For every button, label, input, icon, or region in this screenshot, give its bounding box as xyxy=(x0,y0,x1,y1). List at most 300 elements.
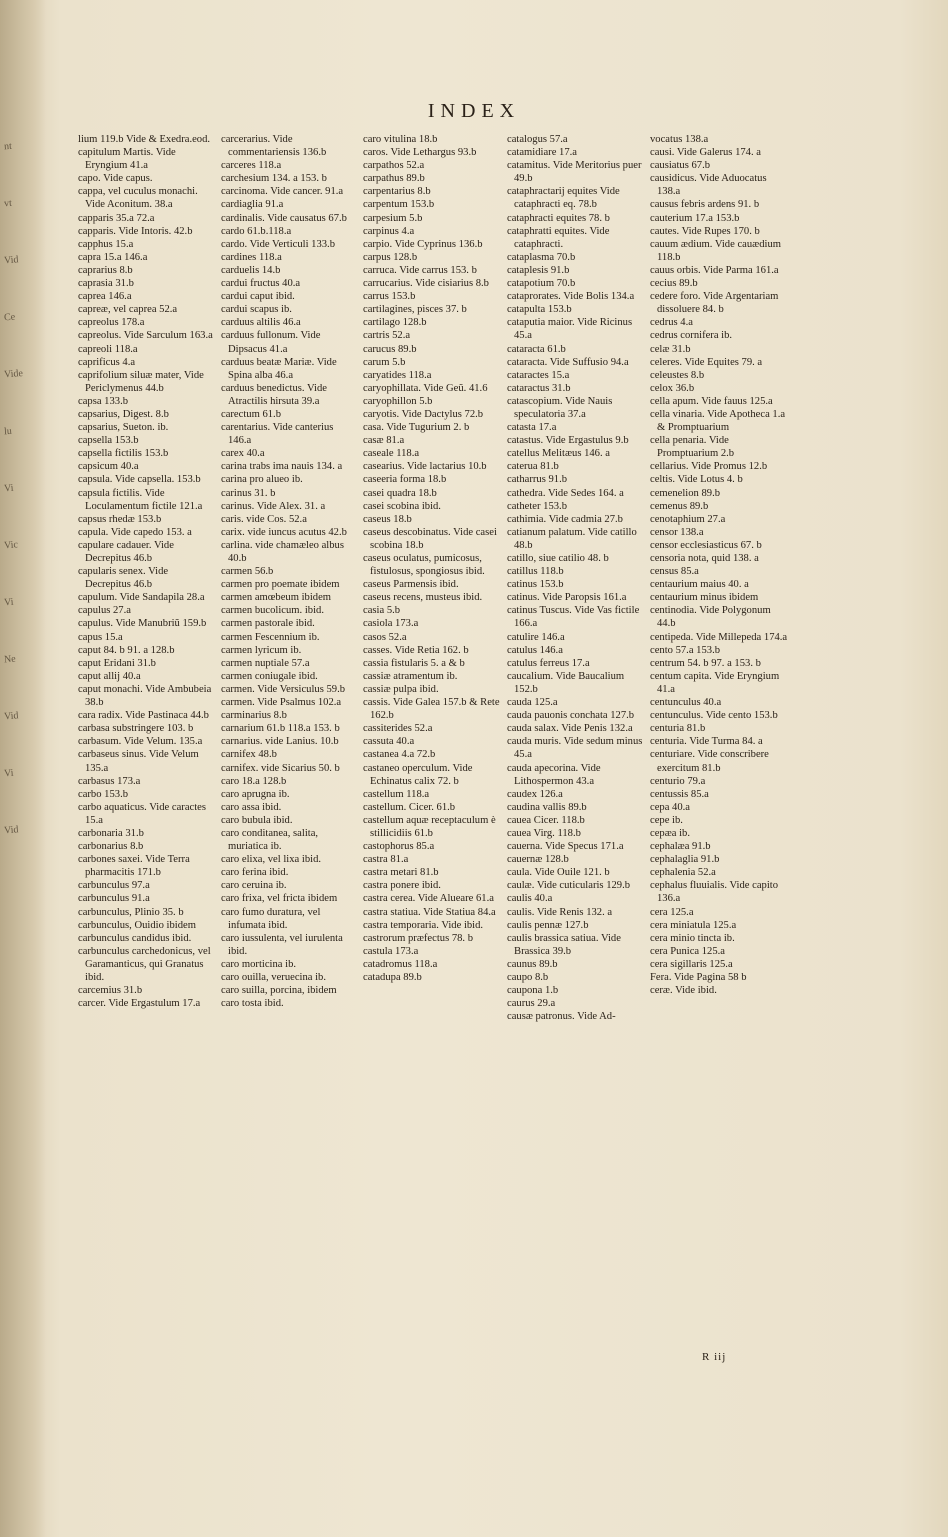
index-entry: caryatides 118.a xyxy=(363,369,432,381)
left-gutter xyxy=(0,0,46,1537)
index-entry: cemenelion 89.b xyxy=(650,487,721,499)
index-entry: capsella 153.b xyxy=(78,435,139,447)
index-entry: capparis 35.a 72.a xyxy=(78,212,155,224)
index-entry: caurus 29.a xyxy=(507,998,556,1010)
index-entry: carrucarius. Vide cisiarius 8.b xyxy=(363,278,489,290)
index-entry: carum 5.b xyxy=(363,356,406,368)
index-entry: cauea Cicer. 118.b xyxy=(507,814,585,826)
index-entry: carnifex 48.b xyxy=(221,749,277,761)
index-entry: capra 15.a 146.a xyxy=(78,251,148,263)
index-entry: cedrus cornifera ib. xyxy=(650,330,733,342)
gutter-mark: Ne xyxy=(3,653,17,666)
index-entry: cataputia maior. Vide Ricinus 45.a xyxy=(507,317,633,342)
index-entry: celox 36.b xyxy=(650,382,695,394)
index-entry: cedere foro. Vide Argentariam dissoluere 84. b xyxy=(650,291,779,316)
index-entry: catulus ferreus 17.a xyxy=(507,657,590,669)
index-entry: census 85.a xyxy=(650,566,699,578)
index-entry: causæ patronus. Vide Ad- xyxy=(507,1011,616,1023)
index-entry: cephalus fluuialis. Vide capito 136.a xyxy=(650,880,779,905)
index-entry: caro vitulina 18.b xyxy=(363,134,438,145)
index-entry: capsicum 40.a xyxy=(78,461,139,473)
index-entry: cartilagines, pisces 37. b xyxy=(363,304,467,316)
index-entry: carpio. Vide Cyprinus 136.b xyxy=(363,238,483,250)
index-entry: caprarius 8.b xyxy=(78,264,133,276)
index-entry: caulæ. Vide cuticularis 129.b xyxy=(507,880,631,892)
index-entry: carectum 61.b xyxy=(221,408,282,420)
index-entry: vocatus 138.a xyxy=(650,134,709,145)
index-entry: centum capita. Vide Eryngium 41.a xyxy=(650,670,780,695)
index-entry: cappa, vel cuculus monachi. Vide Aconitum. 38.a xyxy=(78,186,198,211)
gutter-mark: Vid xyxy=(3,824,19,837)
index-entry: carbunculus, Ouidio ibidem xyxy=(78,919,196,931)
index-entry: cataplasma 70.b xyxy=(507,251,576,263)
index-entry: cauterium 17.a 153.b xyxy=(650,212,740,224)
index-entry: caput Eridani 31.b xyxy=(78,657,156,669)
index-entry: carinus 31. b xyxy=(221,487,276,499)
gutter-mark: Vi xyxy=(3,767,14,780)
index-entry: capulus. Vide Manubriũ 159.b xyxy=(78,618,207,630)
index-column-2 xyxy=(221,133,359,1010)
index-entry: carmen coniugale ibid. xyxy=(221,670,318,682)
index-entry: cara radix. Vide Pastinaca 44.b xyxy=(78,710,209,722)
index-entry: caprea 146.a xyxy=(78,291,132,303)
index-entry: cassia fistularis 5. a & b xyxy=(363,657,465,669)
index-column-4 xyxy=(507,133,645,1023)
index-entry: carduus beatæ Mariæ. Vide Spina alba 46.a xyxy=(221,356,337,381)
index-entry: causi. Vide Galerus 174. a xyxy=(650,147,761,159)
gutter-mark: Vid xyxy=(3,254,19,267)
index-entry: caro tosta ibid. xyxy=(221,998,284,1010)
index-entry: catamidiare 17.a xyxy=(507,147,577,159)
index-entry: cardui fructus 40.a xyxy=(221,278,301,290)
index-entry: caudex 126.a xyxy=(507,788,563,800)
index-entry: carduus altilis 46.a xyxy=(221,317,301,329)
index-entry: caula. Vide Ouile 121. b xyxy=(507,867,610,879)
index-entry: cathimia. Vide cadmia 27.b xyxy=(507,513,623,525)
index-entry: cepæa ib. xyxy=(650,827,691,839)
index-entry: cataphratti equites. Vide cataphracti. xyxy=(507,225,610,250)
index-entry: carix. vide iuncus acutus 42.b xyxy=(221,526,347,538)
index-entry: cemenus 89.b xyxy=(650,500,709,512)
index-entry: causus febris ardens 91. b xyxy=(650,199,760,211)
index-entry: capula. Vide capedo 153. a xyxy=(78,526,192,538)
index-entry: capsarius, Sueton. ib. xyxy=(78,422,169,434)
index-entry: carbasus 173.a xyxy=(78,775,141,787)
index-entry: caro 18.a 128.b xyxy=(221,775,287,787)
index-entry: cauerna. Vide Specus 171.a xyxy=(507,841,624,853)
index-entry: cepe ib. xyxy=(650,814,683,826)
index-entry: carpathus 89.b xyxy=(363,173,425,185)
index-entry: caseeria forma 18.b xyxy=(363,474,447,486)
index-entry: carpinus 4.a xyxy=(363,225,415,237)
index-entry: caupo 8.b xyxy=(507,972,549,983)
index-entry: capsus rhedæ 153.b xyxy=(78,513,162,525)
index-entry: carnarium 61.b 118.a 153. b xyxy=(221,723,340,735)
gutter-mark: vt xyxy=(3,197,13,210)
index-entry: carlina. vide chamæleo albus 40.b xyxy=(221,539,344,564)
index-entry: catinus. Vide Paropsis 161.a xyxy=(507,592,627,604)
index-entry: caprificus 4.a xyxy=(78,356,136,368)
index-entry: capsella fictilis 153.b xyxy=(78,448,169,460)
index-column-5 xyxy=(650,133,788,997)
index-entry: carbunculus 97.a xyxy=(78,880,150,892)
index-entry: carbo 153.b xyxy=(78,788,129,800)
index-entry: carcerarius. Vide commentariensis 136.b xyxy=(221,134,327,159)
index-entry: carduelis 14.b xyxy=(221,264,281,276)
index-entry: capparis. Vide Intoris. 42.b xyxy=(78,225,193,237)
index-entry: cautes. Vide Rupes 170. b xyxy=(650,225,760,237)
index-entry: cardui scapus ib. xyxy=(221,304,292,316)
index-entry: celæ 31.b xyxy=(650,343,691,355)
index-entry: ceræ. Vide ibid. xyxy=(650,985,717,997)
index-entry: capreolus. Vide Sarculum 163.a xyxy=(78,330,213,342)
index-entry: caulis brassica satiua. Vide Brassica 39.b xyxy=(507,932,621,957)
index-entry: castula 173.a xyxy=(363,945,419,957)
index-entry: centaurium maius 40. a xyxy=(650,579,749,591)
index-entry: caro iussulenta, vel iurulenta ibid. xyxy=(221,932,343,957)
index-entry: capulare cadauer. Vide Decrepitus 46.b xyxy=(78,539,174,564)
index-entry: castrorum præfectus 78. b xyxy=(363,932,474,944)
index-entry: catasta 17.a xyxy=(507,422,557,434)
index-entry: cataracta. Vide Suffusio 94.a xyxy=(507,356,629,368)
index-entry: carina pro alueo ib. xyxy=(221,474,303,486)
index-entry: carbasa substringere 103. b xyxy=(78,723,194,735)
index-entry: carmen 56.b xyxy=(221,566,274,578)
index-entry: cassuta 40.a xyxy=(363,736,415,748)
index-entry: castophorus 85.a xyxy=(363,841,435,853)
index-entry: capus 15.a xyxy=(78,631,123,643)
signature-mark: R iij xyxy=(702,1351,727,1363)
gutter-mark: Vid xyxy=(3,710,19,723)
index-entry: casei scobina ibid. xyxy=(363,500,441,512)
index-entry: capitulum Martis. Vide Eryngium 41.a xyxy=(78,147,176,172)
index-entry: capreæ, vel caprea 52.a xyxy=(78,304,178,316)
index-entry: caro frixa, vel fricta ibidem xyxy=(221,893,338,905)
index-entry: capphus 15.a xyxy=(78,238,134,250)
index-entry: catalogus 57.a xyxy=(507,134,568,145)
index-entry: centussis 85.a xyxy=(650,788,709,800)
index-entry: caprifolium siluæ mater, Vide Periclymenus 44.b xyxy=(78,369,204,394)
index-entry: cauda 125.a xyxy=(507,697,558,709)
index-entry: capo. Vide capus. xyxy=(78,173,153,185)
index-entry: catillus 118.b xyxy=(507,566,564,578)
index-entry: catheter 153.b xyxy=(507,500,568,512)
index-entry: caudina vallis 89.b xyxy=(507,801,587,813)
index-entry: cella penaria. Vide Promptuarium 2.b xyxy=(650,435,735,460)
index-entry: casia 5.b xyxy=(363,605,401,617)
index-entry: caryophillon 5.b xyxy=(363,395,433,407)
index-entry: carceres 118.a xyxy=(221,160,282,172)
gutter-mark: lu xyxy=(3,425,13,438)
index-entry: castellum. Cicer. 61.b xyxy=(363,801,456,813)
index-entry: casei quadra 18.b xyxy=(363,487,437,499)
index-entry: carduus benedictus. Vide Atractilis hirsuta 39.a xyxy=(221,382,327,407)
index-entry: centuria. Vide Turma 84. a xyxy=(650,736,763,748)
index-entry: caryophillata. Vide Geũ. 41.6 xyxy=(363,382,488,394)
gutter-mark: Vic xyxy=(3,539,19,552)
index-entry: cepa 40.a xyxy=(650,801,690,813)
index-entry: capsa 133.b xyxy=(78,395,129,407)
index-entry: casiola 173.a xyxy=(363,618,419,630)
index-entry: castaneo operculum. Vide Echinatus calix 72. b xyxy=(363,762,473,787)
index-entry: cauea Virg. 118.b xyxy=(507,827,581,839)
index-entry: carbunculus carchedonicus, vel Garamanticus, qui Granatus ibid. xyxy=(78,945,211,983)
index-entry: caros. Vide Lethargus 93.b xyxy=(363,147,477,159)
index-entry: cera 125.a xyxy=(650,906,694,918)
gutter-mark: Vide xyxy=(3,368,24,381)
index-entry: cauda apecorina. Vide Lithospermon 43.a xyxy=(507,762,601,787)
index-entry: caseale 118.a xyxy=(363,448,420,460)
index-entry: carruca. Vide carrus 153. b xyxy=(363,264,477,276)
index-entry: catamitus. Vide Meritorius puer 49.b xyxy=(507,160,642,185)
index-entry: carbones saxei. Vide Terra pharmacitis 171.b xyxy=(78,854,190,879)
gutter-mark: Vi xyxy=(3,596,14,609)
index-entry: capsula. Vide capsella. 153.b xyxy=(78,474,201,486)
gutter-mark: Vi xyxy=(3,482,14,495)
index-entry: caseus oculatus, pumicosus, fistulosus, spongiosus ibid. xyxy=(363,553,485,578)
index-entry: centuria 81.b xyxy=(650,723,706,735)
index-entry: capulum. Vide Sandapila 28.a xyxy=(78,592,205,604)
index-entry: casa. Vide Tugurium 2. b xyxy=(363,422,470,434)
index-entry: caro fumo duratura, vel infumata ibid. xyxy=(221,906,321,931)
index-entry: caprasia 31.b xyxy=(78,278,134,290)
index-entry: catulire 146.a xyxy=(507,631,565,643)
index-entry: carbunculus candidus ibid. xyxy=(78,932,192,944)
index-entry: casses. Vide Retia 162. b xyxy=(363,644,469,656)
index-entry: cardines 118.a xyxy=(221,251,282,263)
index-entry: cera Punica 125.a xyxy=(650,945,726,957)
index-entry: carmen bucolicum. ibid. xyxy=(221,605,324,617)
index-entry: caro aprugna ib. xyxy=(221,788,290,800)
index-entry: cenotaphium 27.a xyxy=(650,513,726,525)
index-entry: carinus. Vide Alex. 31. a xyxy=(221,500,326,512)
index-entry: capreolus 178.a xyxy=(78,317,145,329)
index-entry: caro ouilla, veruecina ib. xyxy=(221,972,327,983)
index-entry: caput allij 40.a xyxy=(78,670,141,682)
index-entry: carmen pastorale ibid. xyxy=(221,618,315,630)
index-entry: cataphractarij equites Vide cataphracti eq. 78.b xyxy=(507,186,620,211)
index-entry: caulis pennæ 127.b xyxy=(507,919,589,931)
index-entry: carnarius. vide Lanius. 10.b xyxy=(221,736,339,748)
index-entry: casearius. Vide lactarius 10.b xyxy=(363,461,487,473)
index-entry: carucus 89.b xyxy=(363,343,417,355)
index-entry: catapulta 153.b xyxy=(507,304,572,316)
index-entry: centipeda. Vide Millepeda 174.a xyxy=(650,631,788,643)
index-entry: cataplesis 91.b xyxy=(507,264,570,276)
index-entry: catadupa 89.b xyxy=(363,972,422,983)
index-entry: cassiterides 52.a xyxy=(363,723,433,735)
index-entry: catellus Melitæus 146. a xyxy=(507,448,610,460)
index-entry: cartilago 128.b xyxy=(363,317,427,329)
index-entry: carentarius. Vide canterius 146.a xyxy=(221,422,334,447)
index-entry: cella vinaria. Vide Apotheca 1.a & Promptuarium xyxy=(650,408,786,434)
index-entry: carchesium 134. a 153. b xyxy=(221,173,327,185)
index-column-1 xyxy=(78,133,216,1010)
gutter-mark: Ce xyxy=(3,311,16,324)
index-entry: casos 52.a xyxy=(363,631,407,643)
index-entry: catulus 146.a xyxy=(507,644,563,656)
index-entry: censoria nota, quid 138. a xyxy=(650,553,759,564)
index-entry: carmen. Vide Versiculus 59.b xyxy=(221,683,346,695)
index-entry: catapotium 70.b xyxy=(507,278,576,290)
index-entry: caulis 40.a xyxy=(507,893,553,905)
index-entry: capreoli 118.a xyxy=(78,343,138,355)
index-entry: cera miniatula 125.a xyxy=(650,919,737,931)
index-entry: centaurium minus ibidem xyxy=(650,592,759,604)
index-entry: cephalæa 91.b xyxy=(650,841,711,853)
index-entry: caro elixa, vel lixa ibid. xyxy=(221,854,322,866)
index-entry: carminarius 8.b xyxy=(221,710,287,722)
page-title: INDEX xyxy=(427,100,521,122)
index-entry: carpentarius 8.b xyxy=(363,186,431,198)
index-entry: cephalenia 52.a xyxy=(650,867,716,879)
index-entry: cataphracti equites 78. b xyxy=(507,212,610,224)
index-entry: centunculus 40.a xyxy=(650,697,722,709)
index-entry: carpesium 5.b xyxy=(363,212,423,224)
index-entry: carbunculus 91.a xyxy=(78,893,150,905)
index-entry: causidicus. Vide Aduocatus 138.a xyxy=(650,173,767,198)
index-entry: carbonaria 31.b xyxy=(78,827,144,839)
index-entry: cassis. Vide Galea 157.b & Rete 162.b xyxy=(363,697,500,722)
index-entry: caro ferina ibid. xyxy=(221,867,289,879)
index-entry: carex 40.a xyxy=(221,448,265,460)
index-entry: caseus descobinatus. Vide casei scobina 18.b xyxy=(363,526,497,551)
index-entry: cella apum. Vide fauus 125.a xyxy=(650,395,773,407)
index-entry: centuriare. Vide conscribere exercitum 81.b xyxy=(650,749,769,774)
index-entry: causiatus 67.b xyxy=(650,160,711,172)
index-entry: cento 57.a 153.b xyxy=(650,644,721,656)
index-entry: censor 138.a xyxy=(650,526,704,538)
index-entry: cauus orbis. Vide Parma 161.a xyxy=(650,264,779,276)
index-entry: catillo, siue catilio 48. b xyxy=(507,553,609,564)
index-entry: capularis senex. Vide Decrepitus 46.b xyxy=(78,566,169,591)
index-entry: lium 119.b Vide & Exedra.eod. xyxy=(78,134,211,145)
index-entry: carmen pro poemate ibidem xyxy=(221,579,340,591)
index-entry: carmen amœbeum ibidem xyxy=(221,592,332,604)
index-entry: catadromus 118.a xyxy=(363,958,438,970)
index-entry: cataractes 15.a xyxy=(507,369,570,381)
index-entry: cathedra. Vide Sedes 164. a xyxy=(507,487,624,499)
index-entry: carcinoma. Vide cancer. 91.a xyxy=(221,186,344,198)
index-entry: cassiæ pulpa ibid. xyxy=(363,683,439,695)
gutter-mark: nt xyxy=(3,140,13,153)
index-entry: caro ceruina ib. xyxy=(221,880,287,892)
index-entry: castellum aquæ receptaculum è stillicidiis 61.b xyxy=(363,814,496,839)
index-entry: celeres. Vide Equites 79. a xyxy=(650,356,763,368)
index-entry: cataractus 31.b xyxy=(507,382,571,394)
index-entry: cauda pauonis conchata 127.b xyxy=(507,710,635,722)
index-entry: celeustes 8.b xyxy=(650,369,705,381)
index-entry: cardo. Vide Verticuli 133.b xyxy=(221,238,336,250)
index-entry: caro bubula ibid. xyxy=(221,814,293,826)
index-entry: centurio 79.a xyxy=(650,775,706,787)
index-entry: caupona 1.b xyxy=(507,985,559,997)
index-entry: caro assa ibid. xyxy=(221,801,282,813)
index-entry: cauda muris. Vide sedum minus 45.a xyxy=(507,736,643,761)
index-entry: cauum ædium. Vide cauædium 118.b xyxy=(650,238,781,263)
index-entry: caro conditanea, salita, muriatica ib. xyxy=(221,827,319,853)
index-entry: cardui caput ibid. xyxy=(221,291,295,303)
index-entry: castra temporaria. Vide ibid. xyxy=(363,919,484,931)
index-entry: catinus 153.b xyxy=(507,579,564,591)
index-entry: catastus. Vide Ergastulus 9.b xyxy=(507,435,629,447)
index-entry: casæ 81.a xyxy=(363,435,405,447)
index-entry: caucalium. Vide Baucalium 152.b xyxy=(507,670,625,695)
index-entry: caput 84. b 91. a 128.b xyxy=(78,644,175,656)
index-entry: cera sigillaris 125.a xyxy=(650,958,733,970)
index-entry: cassiæ atramentum ib. xyxy=(363,670,458,682)
index-entry: carnifex. vide Sicarius 50. b xyxy=(221,762,340,774)
index-entry: cataprorates. Vide Bolis 134.a xyxy=(507,291,635,303)
index-entry: carcer. Vide Ergastulum 17.a xyxy=(78,998,201,1010)
index-entry: carbunculus, Plinio 35. b xyxy=(78,906,184,918)
index-entry: carpentum 153.b xyxy=(363,199,435,211)
index-entry: carmen Fescennium ib. xyxy=(221,631,320,643)
index-entry: castra ponere ibid. xyxy=(363,880,441,892)
index-entry: carina trabs ima nauis 134. a xyxy=(221,461,343,473)
index-entry: capsarius, Digest. 8.b xyxy=(78,408,169,420)
index-entry: carmen nuptiale 57.a xyxy=(221,657,310,669)
index-entry: carmen. Vide Psalmus 102.a xyxy=(221,697,342,709)
index-entry: caro morticina ib. xyxy=(221,958,297,970)
index-entry: castellum 118.a xyxy=(363,788,430,800)
index-entry: castra statiua. Vide Statiua 84.a xyxy=(363,906,496,918)
index-entry: carrus 153.b xyxy=(363,291,416,303)
index-column-3 xyxy=(363,133,501,984)
index-entry: carbaseus sinus. Vide Velum 135.a xyxy=(78,749,199,774)
index-entry: celtis. Vide Lotus 4. b xyxy=(650,474,743,486)
index-entry: cardo 61.b.118.a xyxy=(221,225,292,237)
index-entry: catianum palatum. Vide catillo 48.b xyxy=(507,526,637,551)
index-entry: caro suilla, porcina, ibidem xyxy=(221,985,337,997)
index-entry: caseus 18.b xyxy=(363,513,412,525)
index-entry: carmen lyricum ib. xyxy=(221,644,302,656)
index-entry: castanea 4.a 72.b xyxy=(363,749,436,761)
index-entry: caris. vide Cos. 52.a xyxy=(221,513,307,525)
index-entry: carpathos 52.a xyxy=(363,160,425,172)
index-entry: cauda salax. Vide Penis 132.a xyxy=(507,723,633,735)
index-entry: cephalaglia 91.b xyxy=(650,854,720,866)
index-entry: catharrus 91.b xyxy=(507,474,568,486)
index-entry: caput monachi. Vide Ambubeia 38.b xyxy=(78,683,212,709)
index-entry: caseus recens, musteus ibid. xyxy=(363,592,483,604)
index-entry: capulus 27.a xyxy=(78,605,131,617)
index-entry: cardinalis. Vide causatus 67.b xyxy=(221,212,347,224)
index-entry: cataracta 61.b xyxy=(507,343,566,355)
index-entry: carduus fullonum. Vide Dipsacus 41.a xyxy=(221,330,321,355)
index-entry: cedrus 4.a xyxy=(650,317,693,329)
index-entry: castra cerea. Vide Alueare 61.a xyxy=(363,893,494,905)
index-entry: cartris 52.a xyxy=(363,330,411,342)
index-entry: capsula fictilis. Vide Loculamentum fictile 121.a xyxy=(78,487,203,512)
index-entry: carpus 128.b xyxy=(363,251,418,263)
index-entry: carbonarius 8.b xyxy=(78,841,144,853)
gutter-bleed-text xyxy=(4,140,42,881)
index-entry: caseus Parmensis ibid. xyxy=(363,579,459,591)
index-entry: caulis. Vide Renis 132. a xyxy=(507,906,613,918)
index-entry: catinus Tuscus. Vide Vas fictile 166.a xyxy=(507,605,640,630)
index-entry: censor ecclesiasticus 67. b xyxy=(650,539,762,551)
index-entry: catascopium. Vide Nauis speculatoria 37.a xyxy=(507,395,613,420)
index-entry: carbasum. Vide Velum. 135.a xyxy=(78,736,203,748)
index-entry: caunus 89.b xyxy=(507,958,558,970)
index-entry: castra 81.a xyxy=(363,854,409,866)
index-entry: caryotis. Vide Dactylus 72.b xyxy=(363,408,484,420)
index-entry: centrum 54. b 97. a 153. b xyxy=(650,657,761,669)
index-entry: cauernæ 128.b xyxy=(507,854,569,866)
index-entry: cecius 89.b xyxy=(650,278,698,290)
index-entry: carbo aquaticus. Vide caractes 15.a xyxy=(78,801,206,826)
